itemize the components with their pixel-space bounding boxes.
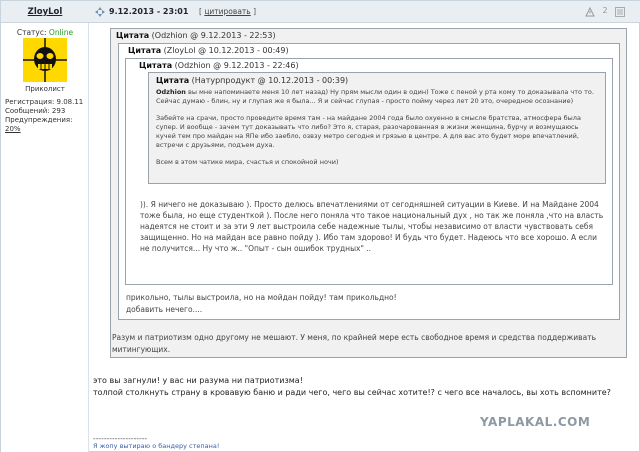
quote-1-body: Разум и патриотизм одно другому не мешают. У меня, по крайней мере есть свободное время и средства поддерживать митингующих. bbox=[112, 333, 596, 354]
signature: Я жопу вытираю о бандеру степана! bbox=[93, 442, 220, 450]
user-stats bbox=[5, 98, 89, 134]
post-arrows-icon[interactable] bbox=[95, 7, 105, 17]
user-status bbox=[1, 28, 89, 37]
quote-header-1 bbox=[116, 31, 276, 40]
post-date: 9.12.2013 - 23:01 bbox=[109, 7, 189, 16]
user-rank: Приколист bbox=[25, 85, 65, 93]
signature-divider: -------------------- bbox=[93, 434, 148, 443]
warnings bbox=[5, 116, 89, 134]
status-label: Статус: bbox=[16, 28, 47, 37]
quote-header-4 bbox=[156, 76, 348, 85]
quote-header-3 bbox=[139, 61, 299, 70]
quote-4-body bbox=[156, 88, 600, 175]
status-online: Online bbox=[48, 28, 74, 37]
warnings-label: Предупреждения: bbox=[5, 116, 73, 124]
quote-meta: (Odzhion @ 9.12.2013 - 22:46) bbox=[174, 61, 299, 70]
warnings-value[interactable]: 20% bbox=[5, 125, 21, 133]
message-count: Сообщений: 293 bbox=[5, 107, 66, 115]
quote-3-body: )). Я ничего не доказываю ). Просто делюсь впечатлениями от сегодняшней ситуации в Киеве. И на Майдане 2004 тоже была, но еще студенткой ). После него поняла что такое национальный дух , но так же поняла ,что на власть надеятся не стоит и за эти 9 лет выстроила себе надежные тылы, чтобы независимо от власти чувствовать себя защищенно. Но на майдан все равно пойду ). Ибо там здорово! И будь что будет. Надеюсь что все хорошо. А если не получится... Ну что ж.. "Опыт - сын ошибок трудных" .. bbox=[140, 200, 604, 253]
post-body bbox=[93, 375, 633, 399]
quote-label: Цитата bbox=[156, 76, 190, 85]
quote-2-line2: добавить нечего.... bbox=[126, 305, 203, 314]
warning-icon[interactable] bbox=[585, 7, 595, 17]
site-watermark: YAPLAKAL.COM bbox=[480, 415, 591, 429]
avatar[interactable] bbox=[23, 38, 67, 82]
quote-4-p2: Забейте на срачи, просто проведите время там - на майдане 2004 года было охуенно в смысле братства, атмосфера была супер. И вообще - зачем тут доказывать что либо? Это я, старая, разочарованная в жизни женщина, бурчу и возмущаюсь кучей тем про майдан на ЯПе ибо заебло, озвзу метро сегодня и грязью в центре. А для вас это будет море впечатлений, встречи с друзьями, подъем духа. bbox=[156, 114, 581, 149]
quote-4-p1: Odzhion вы мне напоминаете меня 10 лет назад) Ну прям мысли один в один) Тоже с пеной у рта кому то доказывала что то. Сейчас думаю - блин, ну и глупая же я была... Я и сейчас глупая - просто пойму через лет 20 это, очередное осознание) bbox=[156, 88, 594, 105]
quote-link[interactable]: цитировать bbox=[204, 7, 251, 16]
quote-label: Цитата bbox=[128, 46, 162, 55]
quote-meta: (ZloyLol @ 10.12.2013 - 00:49) bbox=[163, 46, 289, 55]
registration-date: Регистрация: 9.08.11 bbox=[5, 98, 84, 106]
reply-line1: это вы загнули! у вас ни разума ни патриотизма! bbox=[93, 376, 303, 385]
quote-button[interactable]: [ цитировать ] bbox=[199, 7, 257, 16]
quote-2-body bbox=[126, 292, 606, 316]
quote-2-line1: прикольно, тылы выстроила, но на мойдан пойду! там прикольдно! bbox=[126, 293, 397, 302]
username-link[interactable]: ZloyLol bbox=[27, 7, 63, 17]
skull-avatar bbox=[23, 38, 67, 82]
menu-icon[interactable] bbox=[615, 7, 625, 17]
quote-meta: (Натурпродукт @ 10.12.2013 - 00:39) bbox=[191, 76, 349, 85]
quote-header-2 bbox=[128, 46, 289, 55]
quote-meta: (Odzhion @ 9.12.2013 - 22:53) bbox=[151, 31, 276, 40]
reply-line2: толпой столкнуть страну в кровавую баню и ради чего, чего вы сейчас хотите!? с чего все началось, вы хоть вспомните? bbox=[93, 388, 611, 397]
quote-label: Цитата bbox=[139, 61, 173, 70]
post-number[interactable]: 2 bbox=[602, 6, 608, 15]
quote-label: Цитата bbox=[116, 31, 150, 40]
quoted-author: Odzhion bbox=[156, 88, 186, 96]
quote-4-p3: Всем в этом чатике мира, счастья и спокойной ночи) bbox=[156, 158, 339, 166]
